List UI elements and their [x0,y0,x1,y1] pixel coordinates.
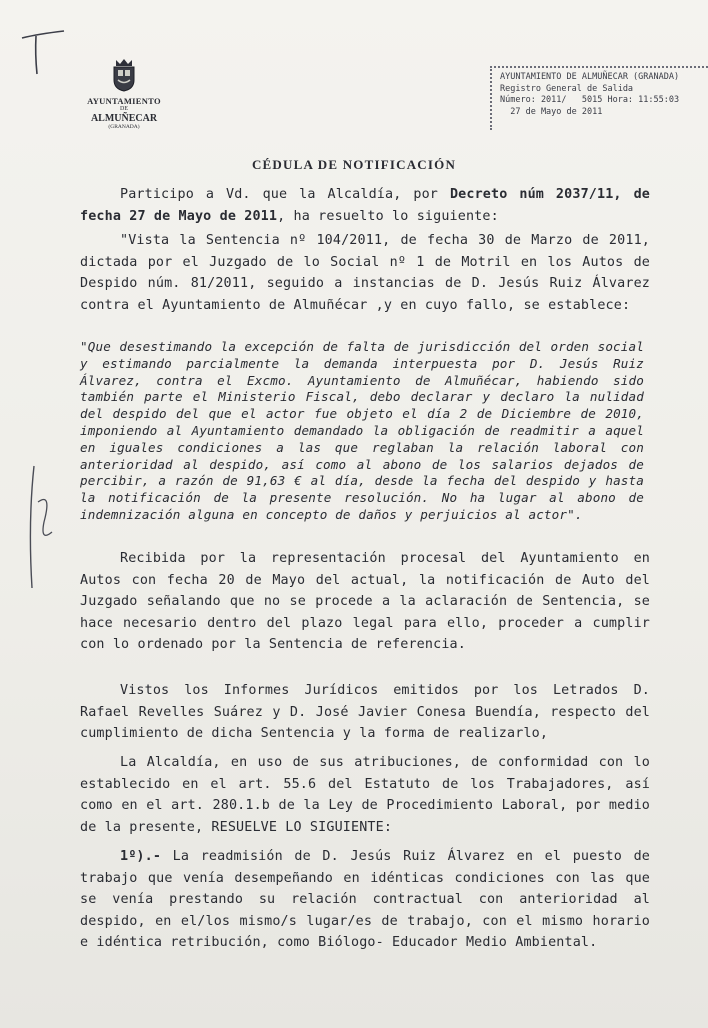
paragraph-vista: "Vista la Sentencia nº 104/2011, de fecha 30 de Marzo de 2011, dictada por el Juzgado de lo Social nº 1 de Motril en los Autos de Despido núm. 81/2011, seguido a instancias de D. Jesús Ruiz Álvarez contra el Ayuntamiento de Almuñécar ,y en cuyo fallo, se establece: [80,233,650,313]
decree-reference: Decreto núm 2037/11, de fecha 27 de Mayo de 2011 [80,187,650,224]
sentence-quote: "Que desestimando la excepción de falta de jurisdicción del orden social y estimando parcialmente la demanda interpuesta por D. Jesús Ruiz Álvarez, contra el Excmo. Ayuntamiento de Almuñécar, habiendo sido también parte el Ministerio Fiscal, debo declarar y declaro la nulidad del despido del que el actor fue objeto el día 2 de Diciembre de 2010, imponiendo al Ayuntamiento demandado la obligación de readmitir a aquel en iguales condiciones a las que reglaban la relación laboral con anterioridad al despido, así como al abono de los salarios dejados de percibir, a razón de 91,63 € al día, desde la fecha del despido y hasta la notificación de la presente resolución. No ha lugar al abono de indemnización alguna en concepto de daños y perjuicios al actor". [80,339,644,522]
paragraph-recibida: Recibida por la representación procesal del Ayuntamiento en Autos con fecha 20 de Mayo del actual, la notificación de Auto del Juzgado señalando que no se procede a la aclaración de Sentencia, se hace necesario dentro del plazo legal para ello, proceder a cumplir con lo ordenado por la Sentencia de referencia. [80,551,650,653]
stamp-line: 27 de Mayo de 2011 [500,106,603,117]
handwritten-cross-mark [18,26,68,78]
paragraph-vistos: Vistos los Informes Jurídicos emitidos por los Letrados D. Rafael Revelles Suárez y D. José Javier Conesa Buendía, respecto del cumplimiento de dicha Sentencia y la forma de realizarlo, [80,683,650,742]
resolution-item-1 [80,846,650,954]
registry-stamp [490,66,708,130]
logo-text-de: DE [120,106,128,112]
paragraph-alcaldia: La Alcaldía, en uso de sus atribuciones, de conformidad con lo establecido en el art. 55.6 del Estatuto de los Trabajadores, así como en el art. 280.1.b de la Ley de Procedimiento Laboral, por medio de la presente, RESUELVE LO SIGUIENTE: [80,755,650,835]
resolution-number: 1º).- [120,849,162,864]
logo-text-granada: (GRANADA) [108,124,140,130]
intro-text: Participo a Vd. que la Alcaldía, por [120,187,450,202]
document-title: CÉDULA DE NOTIFICACIÓN [251,157,457,172]
resolution-text: La readmisión de D. Jesús Ruiz Álvarez en el puesto de trabajo que venía desempeñando en idénticas condiciones con las que se venía prestando su relación contractual con anterioridad al despido, en el/los mismo/s lugar/es de trabajo, con el mismo horario e idéntica retribución, como Biólogo- Educador Medio Ambiental. [80,849,650,951]
municipal-logo [78,58,170,131]
stamp-line: AYUNTAMIENTO DE ALMUÑECAR (GRANADA) [500,72,680,82]
intro-paragraph [80,184,650,227]
logo-text-almunecar: ALMUÑECAR [90,113,158,124]
handwritten-margin-mark [22,462,62,592]
stamp-line: Registro General de Salida [500,83,634,94]
intro-text-end: , ha resuelto lo siguiente: [277,208,499,224]
stamp-line: Número: 2011/ 5015 Hora: 11:55:03 [500,95,680,105]
coat-of-arms-icon [111,58,137,92]
logo-text-ayuntamiento: AYUNTAMIENTO [87,96,161,106]
